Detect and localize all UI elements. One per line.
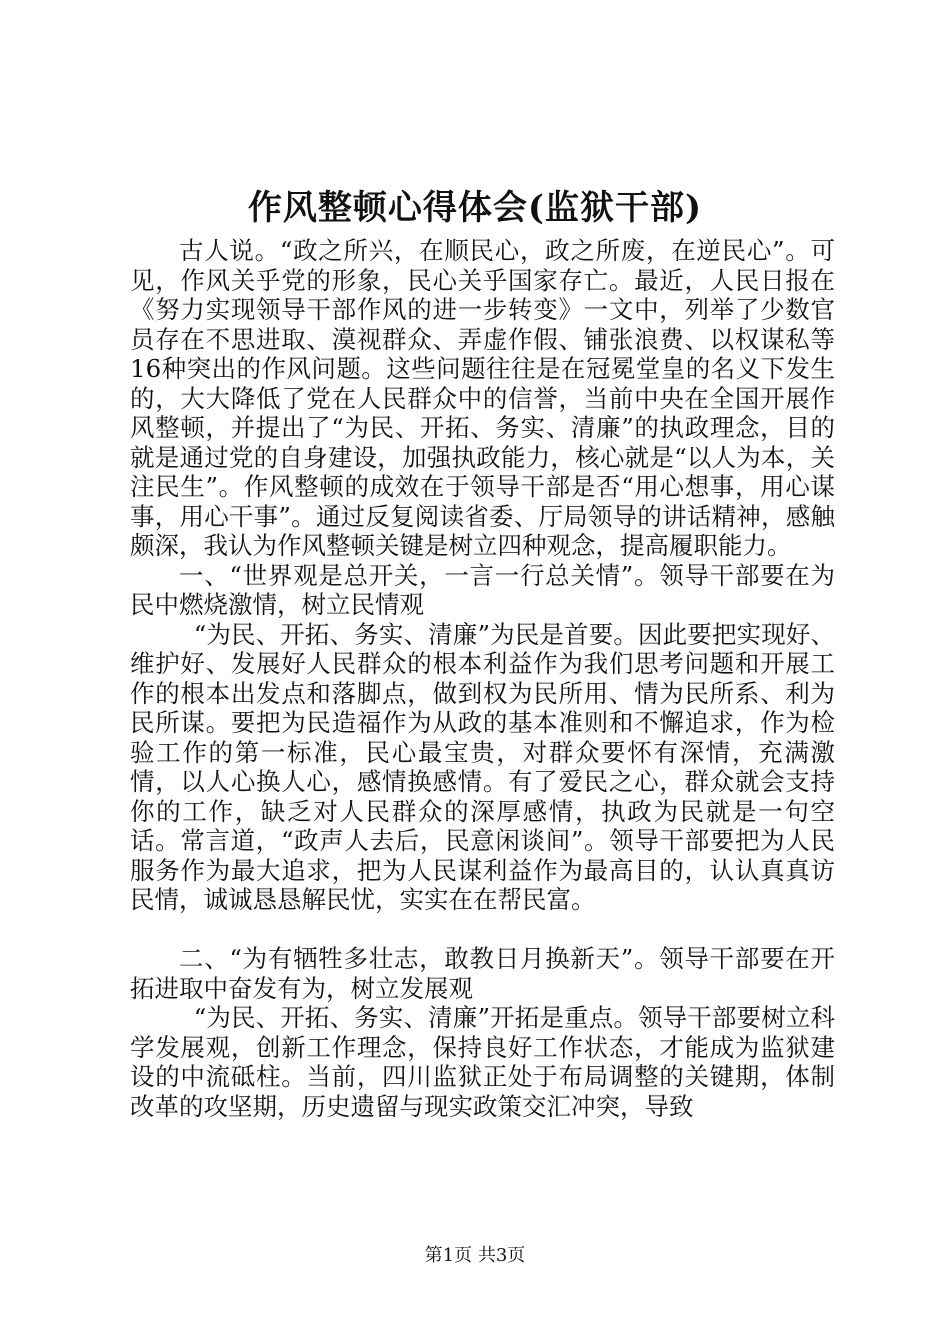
paragraph-intro: 古人说。“政之所兴，在顺民心，政之所废，在逆民心”。可见，作风关乎党的形象，民心关乎国家存亡。最近，人民日报在《努力实现领导干部作风的进一步转变》一文中，列举了少数官员存在不思进取、漠视群众、弄虚作假、铺张浪费、以权谋私等16种突出的作风问题。这些问题往往是在冠冕堂皇的名义下发生的，大大降低了党在人民群众中的信誉，当前中央在全国开展作风整顿，并提出了“为民、开拓、务实、清廉”的执政理念，目的就是通过党的自身建设，加强执政能力，核心就是“以人为本，关注民生”。作风整顿的成效在于领导干部是否“用心想事，用心谋事，用心干事”。通过反复阅读省委、厅局领导的讲话精神，感触颇深，我认为作风整顿关键是树立四种观念，提高履职能力。 — [130, 236, 835, 560]
document-title: 作风整顿心得体会(监狱干部) — [247, 188, 703, 228]
section-heading-2: 二、“为有牺牲多壮志，敢教日月换新天”。领导干部要在开拓进取中奋发有为，树立发展观 — [130, 944, 835, 1003]
paragraph-section-1: “为民、开拓、务实、清廉”为民是首要。因此要把实现好、维护好、发展好人民群众的根本利益作为我们思考问题和开展工作的根本出发点和落脚点，做到权为民所用、情为民所系、利为民所谋。要把为民造福作为从政的基本准则和不懈追求，作为检验工作的第一标准，民心最宝贵，对群众要怀有深情，充满激情，以人心换人心，感情换感情。有了爱民之心，群众就会支持你的工作，缺乏对人民群众的深厚感情，执政为民就是一句空话。常言道，“政声人去后，民意闲谈间”。领导干部要把为人民服务作为最大追求，把为人民谋利益作为最高目的，认认真真访民情，诚诚恳恳解民忧，实实在在帮民富。 — [130, 619, 835, 914]
paragraph-spacer — [130, 915, 835, 945]
paragraph-section-2: “为民、开拓、务实、清廉”开拓是重点。领导干部要树立科学发展观，创新工作理念，保持良好工作状态，才能成为监狱建设的中流砥柱。当前，四川监狱正处于布局调整的关键期，体制改革的攻坚期，历史遗留与现实政策交汇冲突，导致 — [130, 1003, 835, 1121]
section-heading-1: 一、“世界观是总开关，一言一行总关情”。领导干部要在为民中燃烧激情，树立民情观 — [130, 560, 835, 619]
page-footer: 第1页 共3页 — [424, 1245, 526, 1266]
document-body — [130, 236, 835, 1121]
